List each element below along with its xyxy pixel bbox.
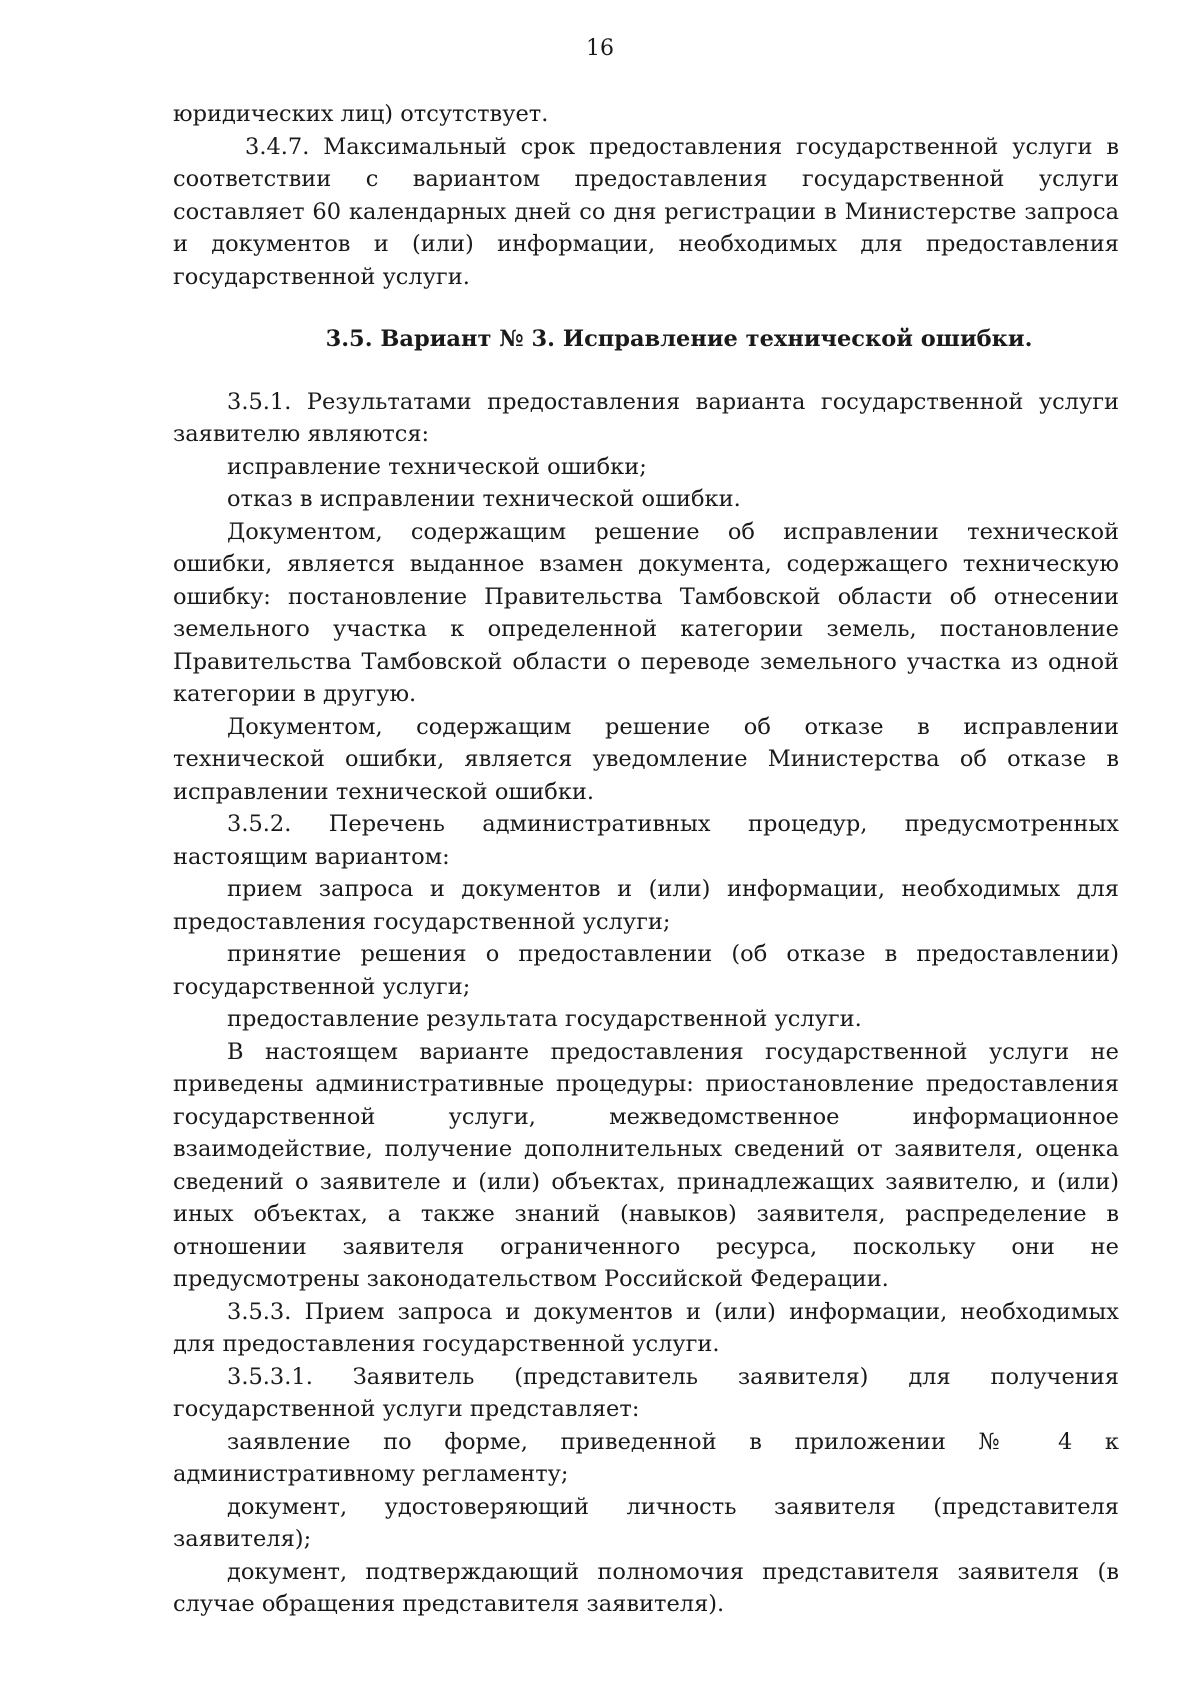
- list-item-result: предоставление результата государственной услуги.: [227, 1006, 862, 1032]
- page-number: 16: [586, 36, 614, 61]
- list-item-authority-document: документ, подтверждающий полномочия представителя заявителя (в случае обращения представителя заявителя).: [173, 1558, 1119, 1617]
- paragraph-excluded-procedures: В настоящем варианте предоставления государственной услуги не приведены административные процедуры: приостановление предоставления государственной услуги, межведомственное информационное взаимодействие, получение дополнительных сведений от заявителя, оценка сведений о заявителе и (или) объектах, принадлежащих заявителю, и (или) иных объектах, а также знаний (навыков) заявителя, распределение в отношении заявителя ограниченного ресурса, поскольку они не предусмотрены законодательством Российской Федерации.: [173, 1038, 1119, 1292]
- list-item-application-form: заявление по форме, приведенной в приложении № 4 к административному регламенту;: [173, 1428, 1119, 1487]
- paragraph-3-4-7: 3.4.7. Максимальный срок предоставления государственной услуги в соответствии с вариантом предоставления государственной услуги составляет 60 календарных дней со дня регистрации в Министерстве запроса и документов и (или) информации, необходимых для предоставления государственной услуги.: [173, 133, 1119, 290]
- paragraph-continuation: юридических лиц) отсутствует.: [173, 101, 549, 127]
- list-item-identity-document: документ, удостоверяющий личность заявителя (представителя заявителя);: [173, 1493, 1119, 1552]
- section-heading-3-5: 3.5. Вариант № 3. Исправление технической ошибки.: [325, 326, 1033, 352]
- paragraph-3-5-3-1: 3.5.3.1. Заявитель (представитель заявителя) для получения государственной услуги представляет:: [173, 1363, 1119, 1422]
- list-item-correction: исправление технической ошибки;: [227, 453, 647, 480]
- paragraph-decision-document: Документом, содержащим решение об исправлении технической ошибки, является выданное взамен документа, содержащего техническую ошибку: постановление Правительства Тамбовской области об отнесении земельного участка к определенной категории земель, постановление Правительства Тамбовской области о переводе земельного участка из одной категории в другую.: [173, 518, 1119, 707]
- list-item-request-intake: прием запроса и документов и (или) информации, необходимых для предоставления государственной услуги;: [173, 876, 1119, 935]
- paragraph-3-5-1: 3.5.1. Результатами предоставления варианта государственной услуги заявителю являются:: [173, 388, 1119, 447]
- paragraph-3-5-2: 3.5.2. Перечень административных процедур, предусмотренных настоящим вариантом:: [173, 811, 1119, 870]
- paragraph-3-5-3: 3.5.3. Прием запроса и документов и (или) информации, необходимых для предоставления государственной услуги.: [173, 1298, 1119, 1357]
- list-item-decision: принятие решения о предоставлении (об отказе в предоставлении) государственной услуги;: [173, 941, 1119, 1000]
- list-item-refusal: отказ в исправлении технической ошибки.: [227, 486, 741, 512]
- paragraph-refusal-document: Документом, содержащим решение об отказе в исправлении технической ошибки, является уведомление Министерства об отказе в исправлении технической ошибки.: [173, 713, 1119, 805]
- document-body: [173, 98, 1119, 1621]
